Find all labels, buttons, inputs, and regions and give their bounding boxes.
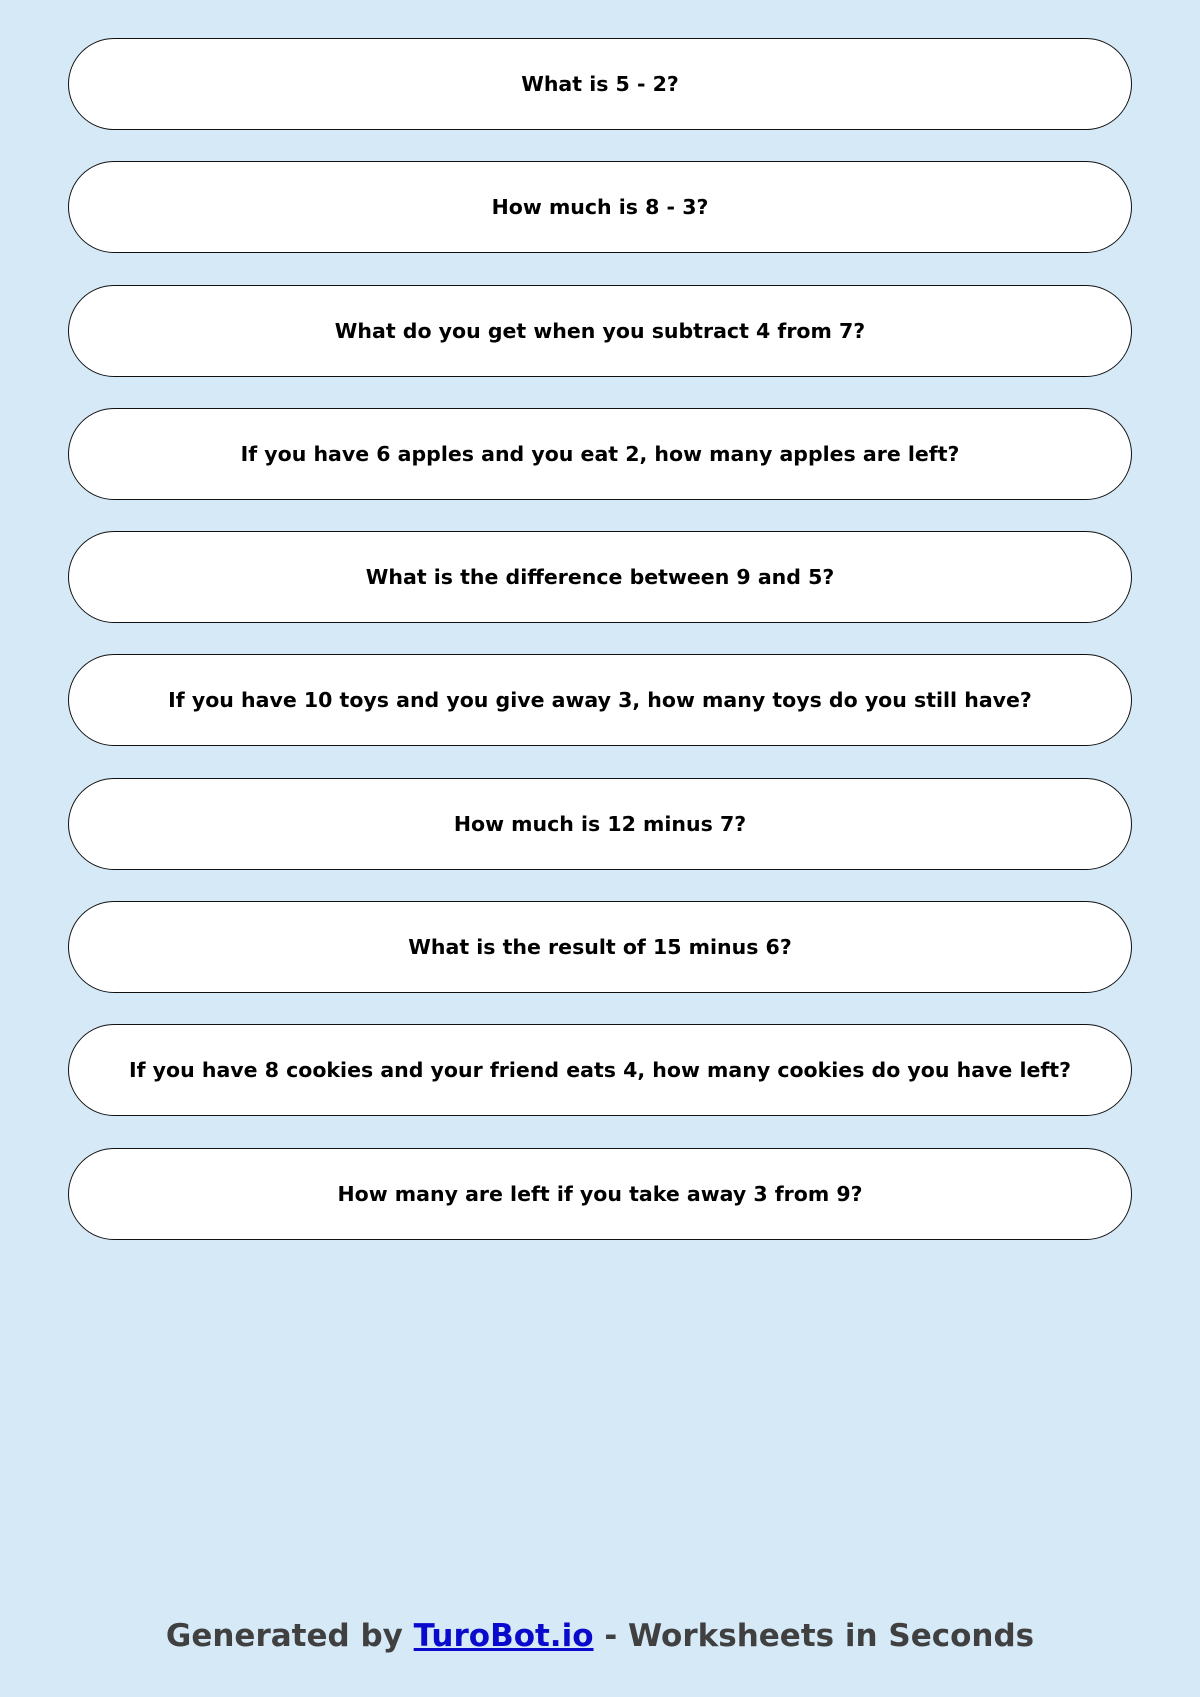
question-card xyxy=(68,901,1132,993)
question-text: What is the difference between 9 and 5? xyxy=(365,565,835,590)
question-text: How much is 12 minus 7? xyxy=(453,811,747,836)
question-card xyxy=(68,654,1132,746)
question-card xyxy=(68,531,1132,623)
question-card xyxy=(68,161,1132,253)
footer-suffix: - Worksheets in Seconds xyxy=(604,1618,1035,1654)
question-text: If you have 10 toys and you give away 3, how many toys do you still have? xyxy=(168,688,1032,713)
question-text: What is the result of 15 minus 6? xyxy=(408,935,792,960)
question-card xyxy=(68,1024,1132,1116)
question-text: How many are left if you take away 3 from 9? xyxy=(337,1181,863,1206)
question-text: If you have 6 apples and you eat 2, how many apples are left? xyxy=(240,441,960,466)
question-text: How much is 8 - 3? xyxy=(491,195,709,220)
turobot-link[interactable]: TuroBot.io xyxy=(413,1618,594,1654)
question-text: What do you get when you subtract 4 from 7? xyxy=(334,318,866,343)
question-card xyxy=(68,778,1132,870)
question-card xyxy=(68,1148,1132,1240)
question-text: If you have 8 cookies and your friend eats 4, how many cookies do you have left? xyxy=(129,1058,1071,1083)
footer-prefix: Generated by xyxy=(165,1618,403,1654)
footer xyxy=(0,1618,1200,1654)
question-card xyxy=(68,285,1132,377)
question-card xyxy=(68,38,1132,130)
question-card xyxy=(68,408,1132,500)
question-list xyxy=(68,38,1132,1271)
question-text: What is 5 - 2? xyxy=(521,72,679,96)
